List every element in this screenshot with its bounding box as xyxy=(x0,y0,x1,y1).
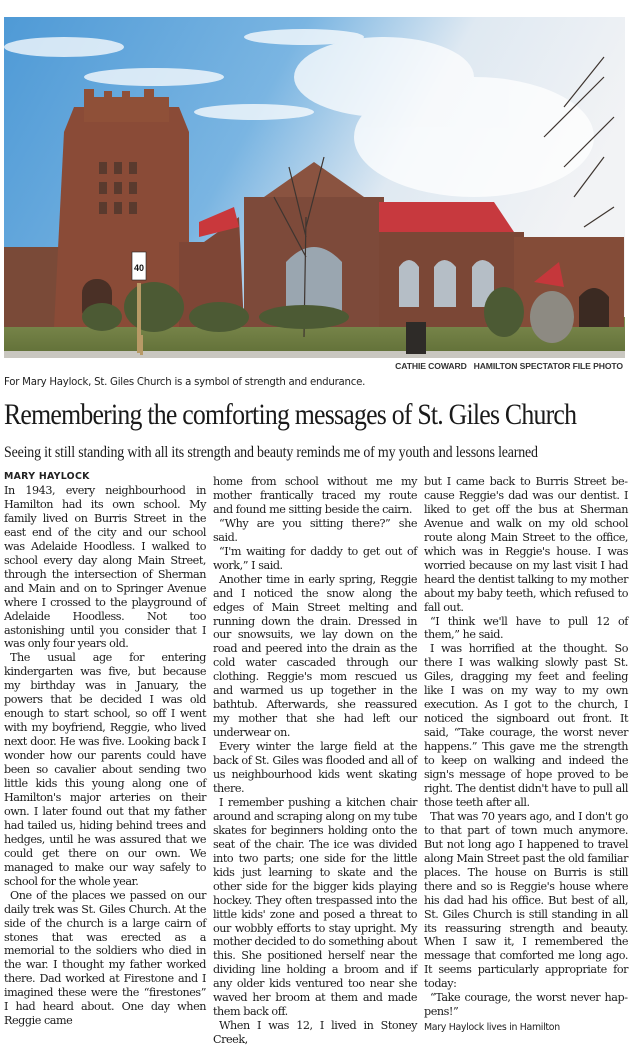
article-column-1 xyxy=(4,471,206,1028)
deck: Seeing it still standing with all its strength and beauty reminds me of my youth and lessons learned xyxy=(4,442,538,461)
utility-box xyxy=(406,322,426,354)
paragraph: but I came back to Burris Street because Reggie's dad was our dentist. I liked to get off the bus at Sherman Avenue and walk on my old school route along Main Street to the office, which was in Reggie's house. I was worried because on my last visit I had heard the dentist talking to my mother about my baby teeth, which refused to fall out. xyxy=(424,475,628,614)
church-photo-illustration xyxy=(4,17,625,358)
paragraph: “Why are you sitting there?” she said. xyxy=(213,516,417,544)
paragraph: “Take courage, the worst never happens!” xyxy=(424,991,628,1019)
paragraph: I remember pushing a kitchen chair around and scraping along on my tube skates for beginners holding onto the seat of the chair. The ice was divided into two parts; one side for the little kids just learning to skate and the other side for the bigger kids playing hockey. They often trespassed into the little kids' zone and posed a threat to our wobbly efforts to stay upright. My mother decided to do something about this. She positioned herself near the dividing line holding a broom and if any older kids ventured too near she waved her broom at them and made them back off. xyxy=(213,795,417,1019)
paragraph: Every winter the large field at the back of St. Giles was flooded and all of us neighbourhood kids went skating there. xyxy=(213,740,417,795)
paragraph: One of the places we passed on our daily trek was St. Giles Church. At the side of the church is a large cairn of stones that was erected as a memorial to the soldiers who died in the war. I thought my father worked there. Dad worked at Firestone and I imagined these were the “firestones” I had heard about. One day when Reggie came xyxy=(4,888,206,1028)
byline: MARY HAYLOCK xyxy=(4,471,90,482)
paragraph: The usual age for entering kindergarten was five, but because my birthday was in January, the powers that be decided I was old enough to start school, so off I went with my boyfriend, Reggie, who lived next door. He was five. Looking back I wonder how our parents could have been so cavalier about sending two little kids this young along one of Hamilton's major arteries on their own. I later found out that my father had tailed us, hiding behind trees and hedges, until he was assured that we could get there on our own. We managed to make our way safely to school for the whole year. xyxy=(4,651,206,888)
photo-credit: CATHIE COWARD HAMILTON SPECTATOR FILE PHOTO xyxy=(395,361,623,371)
article-column-3 xyxy=(424,475,628,1035)
paragraph: That was 70 years ago, and I don't go to that part of town much anymore. But not long ago I happened to travel along Main Street past the old familiar places. The house on Burris is still there and so is Reggie's house where his dad had his office. But best of all, St. Giles Church is still standing in all its reassuring strength and beauty. When I saw it, I remembered the message that comforted me long ago. It seems particularly appropriate for today: xyxy=(424,809,628,991)
paragraph: Another time in early spring, Reggie and I noticed the snow along the edges of Main Street melting and running down the drain. Dressed in our snowsuits, we lay down on the road and peered into the drain as the cold water cascaded through our clothing. Reggie's mom rescued us and warmed us up together in the bathtub. Afterwards, she reassured my mother that she had left our underwear on. xyxy=(213,572,417,740)
paragraph: home from school without me my mother frantically traced my route and found me sitting beside the cairn. xyxy=(213,475,417,516)
sidewalk xyxy=(4,351,625,358)
paragraph: “I think we'll have to pull 12 of them,” he said. xyxy=(424,614,628,642)
paragraph: In 1943, every neighbourhood in Hamilton had its own school. My family lived on Burris Street in the east end of the city and our school was Adelaide Hoodless. I walked to school every day along Main Street, through the intersection of Sherman and Main and on to Springer Avenue where I crossed to the playground of Adelaide Hoodless. Not too astonishing until you consider that I was only four years old. xyxy=(4,484,206,651)
author-tagline: Mary Haylock lives in Hamilton xyxy=(424,1022,560,1034)
paragraph: “I'm waiting for daddy to get out of work,” I said. xyxy=(213,544,417,572)
headline: Remembering the comforting messages of St. Giles Church xyxy=(4,398,577,431)
church-photo xyxy=(4,17,625,358)
photo-caption: For Mary Haylock, St. Giles Church is a symbol of strength and endurance. xyxy=(4,377,366,388)
speed-limit-value: 40 xyxy=(133,263,145,273)
paragraph: When I was 12, I lived in Stoney Creek, xyxy=(213,1019,417,1047)
article-column-2 xyxy=(213,475,417,1047)
paragraph: I was horrified at the thought. So there I was walking slowly past St. Giles, dragging my feet and feeling like I was on my way to my own execution. As I got to the church, I noticed the signboard out front. It said, “Take courage, the worst never happens.” This gave me the strength to keep on walking and indeed the sign's message of hope proved to be right. The dentist didn't have to pull all those teeth after all. xyxy=(424,642,628,809)
